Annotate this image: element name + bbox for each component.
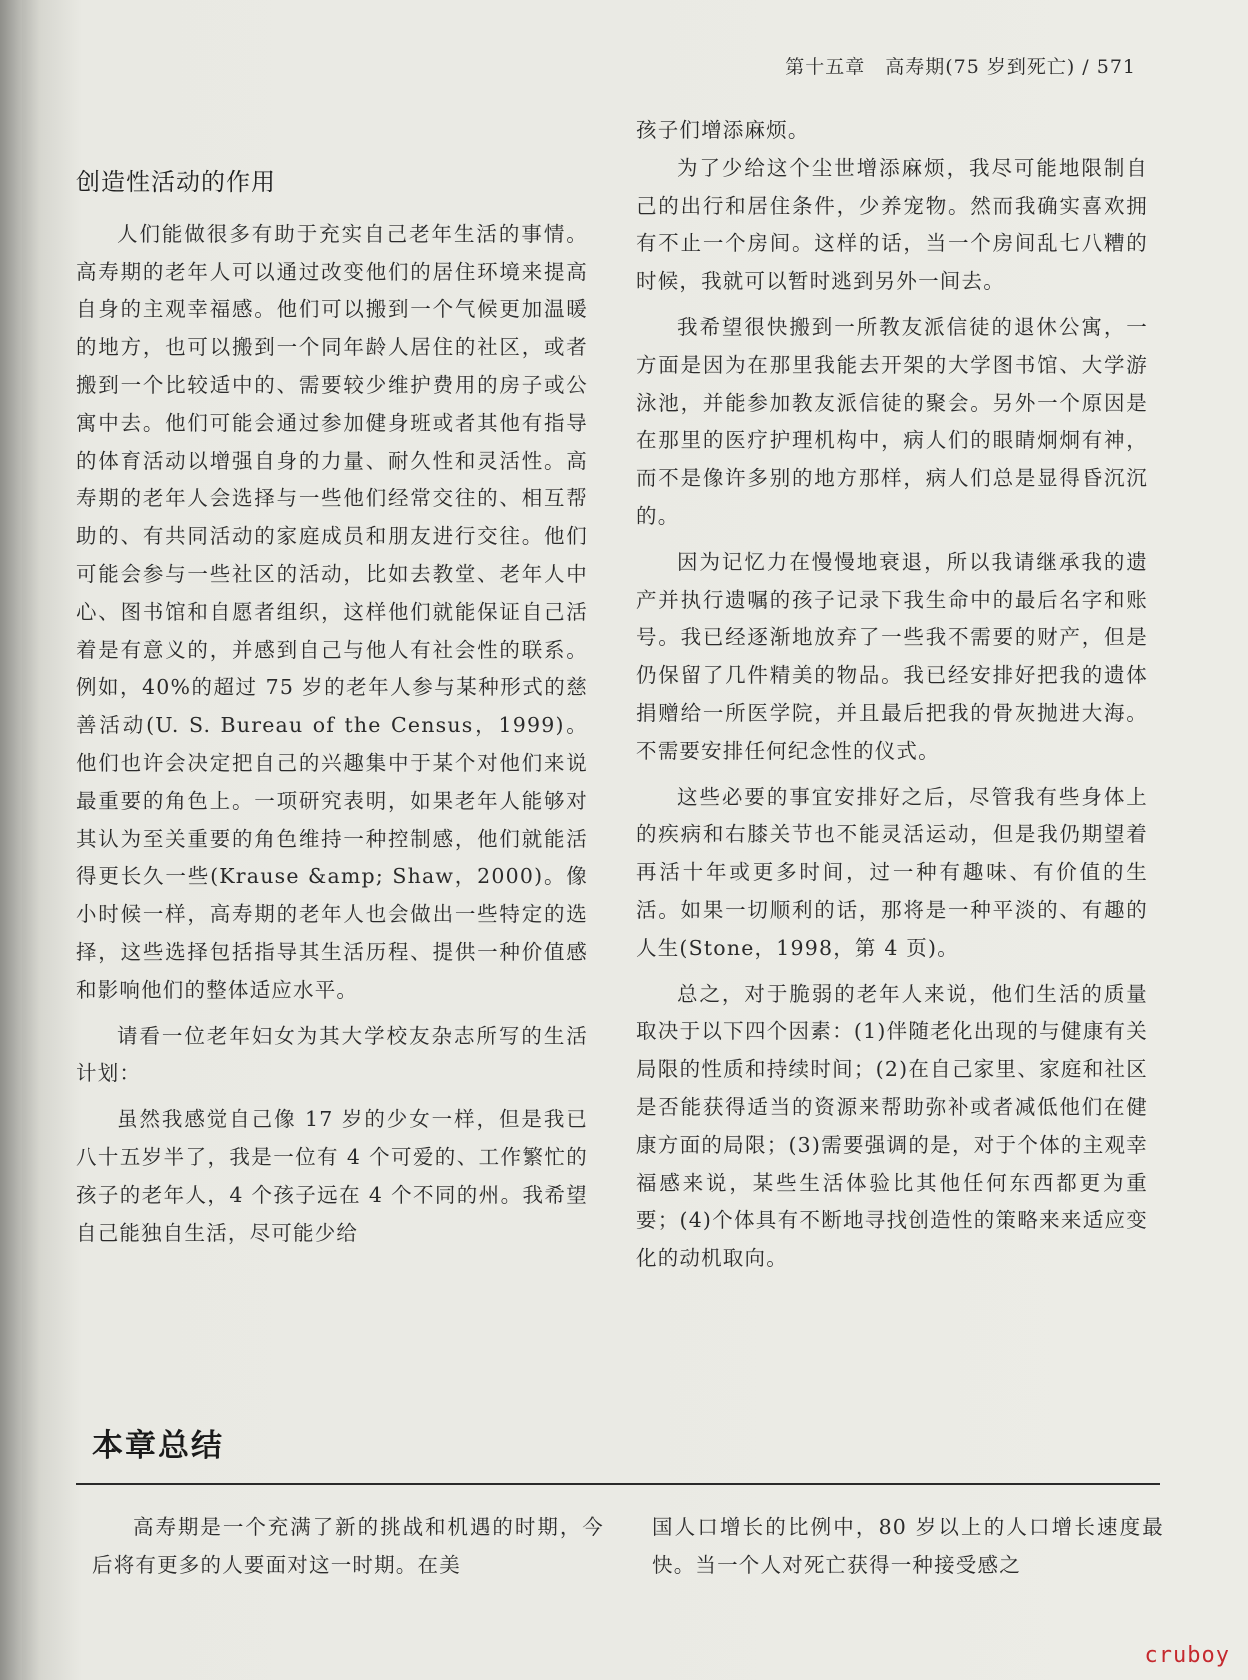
quote-paragraph-1: 虽然我感觉自己像 17 岁的少女一样，但是我已八十五岁半了，我是一位有 4 个可爱的、工作繁忙的孩子的老年人，4 个孩子远在 4 个不同的州。我希望自己能独自生活，尽可能少给 [76, 1107, 588, 1245]
horizontal-rule [76, 1483, 1160, 1485]
quote-paragraph-2: 为了少给这个尘世增添麻烦，我尽可能地限制自己的出行和居住条件，少养宠物。然而我确实喜欢拥有不止一个房间。这样的话，当一个房间乱七八糟的时候，我就可以暂时逃到另外一间去。 [636, 155, 1148, 294]
quote-paragraph-continued: 孩子们增添麻烦。 [636, 118, 810, 142]
right-column [636, 112, 1148, 1278]
summary-right-column [652, 1508, 1164, 1584]
running-head: 第十五章 高寿期(75 岁到死亡) / 571 [785, 56, 1136, 78]
summary-left-text: 高寿期是一个充满了新的挑战和机遇的时期，今后将有更多的人要面对这一时期。在美 [92, 1515, 604, 1577]
summary-left-column [92, 1508, 604, 1584]
quote-paragraph-5: 这些必要的事宜安排好之后，尽管我有些身体上的疾病和右膝关节也不能灵活运动，但是我仍期望着再活十年或更多时间，过一种有趣味、有价值的生活。如果一切顺利的话，那将是一种平淡的、有趣的人生(Stone，1998，第 4 页)。 [636, 784, 1148, 960]
book-spine-shadow [0, 0, 22, 1680]
quote-paragraph-4: 因为记忆力在慢慢地衰退，所以我请继承我的遗产并执行遗嘱的孩子记录下我生命中的最后名字和账号。我已经逐渐地放弃了一些我不需要的财产，但是仍保留了几件精美的物品。我已经安排好把我的遗体捐赠给一所医学院，并且最后把我的骨灰抛进大海。不需要安排任何纪念性的仪式。 [636, 549, 1148, 763]
left-column [76, 112, 588, 1252]
left-paragraph-1: 人们能做很多有助于充实自己老年生活的事情。高寿期的老年人可以通过改变他们的居住环境来提高自身的主观幸福感。他们可以搬到一个气候更加温暖的地方，也可以搬到一个同年龄人居住的社区，或者搬到一个比较适中的、需要较少维护费用的房子或公寓中去。他们可能会通过参加健身班或者其他有指导的体育活动以增强自身的力量、耐久性和灵活性。高寿期的老年人会选择与一些他们经常交往的、相互帮助的、有共同活动的家庭成员和朋友进行交往。他们可能会参与一些社区的活动，比如去教堂、老年人中心、图书馆和自愿者组织，这样他们就能保证自己活着是有意义的，并感到自己与他人有社会性的联系。例如，40%的超过 75 岁的老年人参与某种形式的慈善活动(U. S. Bureau of the Census，1999)。他们也许会决定把自己的兴趣集中于某个对他们来说最重要的角色上。一项研究表明，如果老年人能够对其认为至关重要的角色维持一种控制感，他们就能活得更长久一些(Krause &amp; Shaw，2000)。像小时候一样，高寿期的老年人也会做出一些特定的选择，这些选择包括指导其生活历程、提供一种价值感和影响他们的整体适应水平。 [76, 221, 588, 1002]
right-paragraph-summary: 总之，对于脆弱的老年人来说，他们生活的质量取决于以下四个因素：(1)伴随老化出现的与健康有关局限的性质和持续时间；(2)在自己家里、家庭和社区是否能获得适当的资源来帮助弥补或者减低他们在健康方面的局限；(3)需要强调的是，对于个体的主观幸福感来说，某些生活体验比其他任何东西都更为重要；(4)个体具有不断地寻找创造性的策略来来适应变化的动机取向。 [636, 981, 1148, 1271]
section-heading: 创造性活动的作用 [76, 168, 276, 196]
book-page [22, 0, 1248, 1680]
watermark: cruboy [1144, 1643, 1230, 1668]
chapter-summary-heading: 本章总结 [92, 1428, 224, 1464]
left-paragraph-2: 请看一位老年妇女为其大学校友杂志所写的生活计划： [76, 1023, 588, 1086]
quote-paragraph-3: 我希望很快搬到一所教友派信徒的退休公寓，一方面是因为在那里我能去开架的大学图书馆、大学游泳池，并能参加教友派信徒的聚会。另外一个原因是在那里的医疗护理机构中，病人们的眼睛炯炯有神，而不是像许多别的地方那样，病人们总是显得昏沉沉的。 [636, 314, 1148, 528]
summary-right-text: 国人口增长的比例中，80 岁以上的人口增长速度最快。当一个人对死亡获得一种接受感之 [652, 1515, 1164, 1577]
